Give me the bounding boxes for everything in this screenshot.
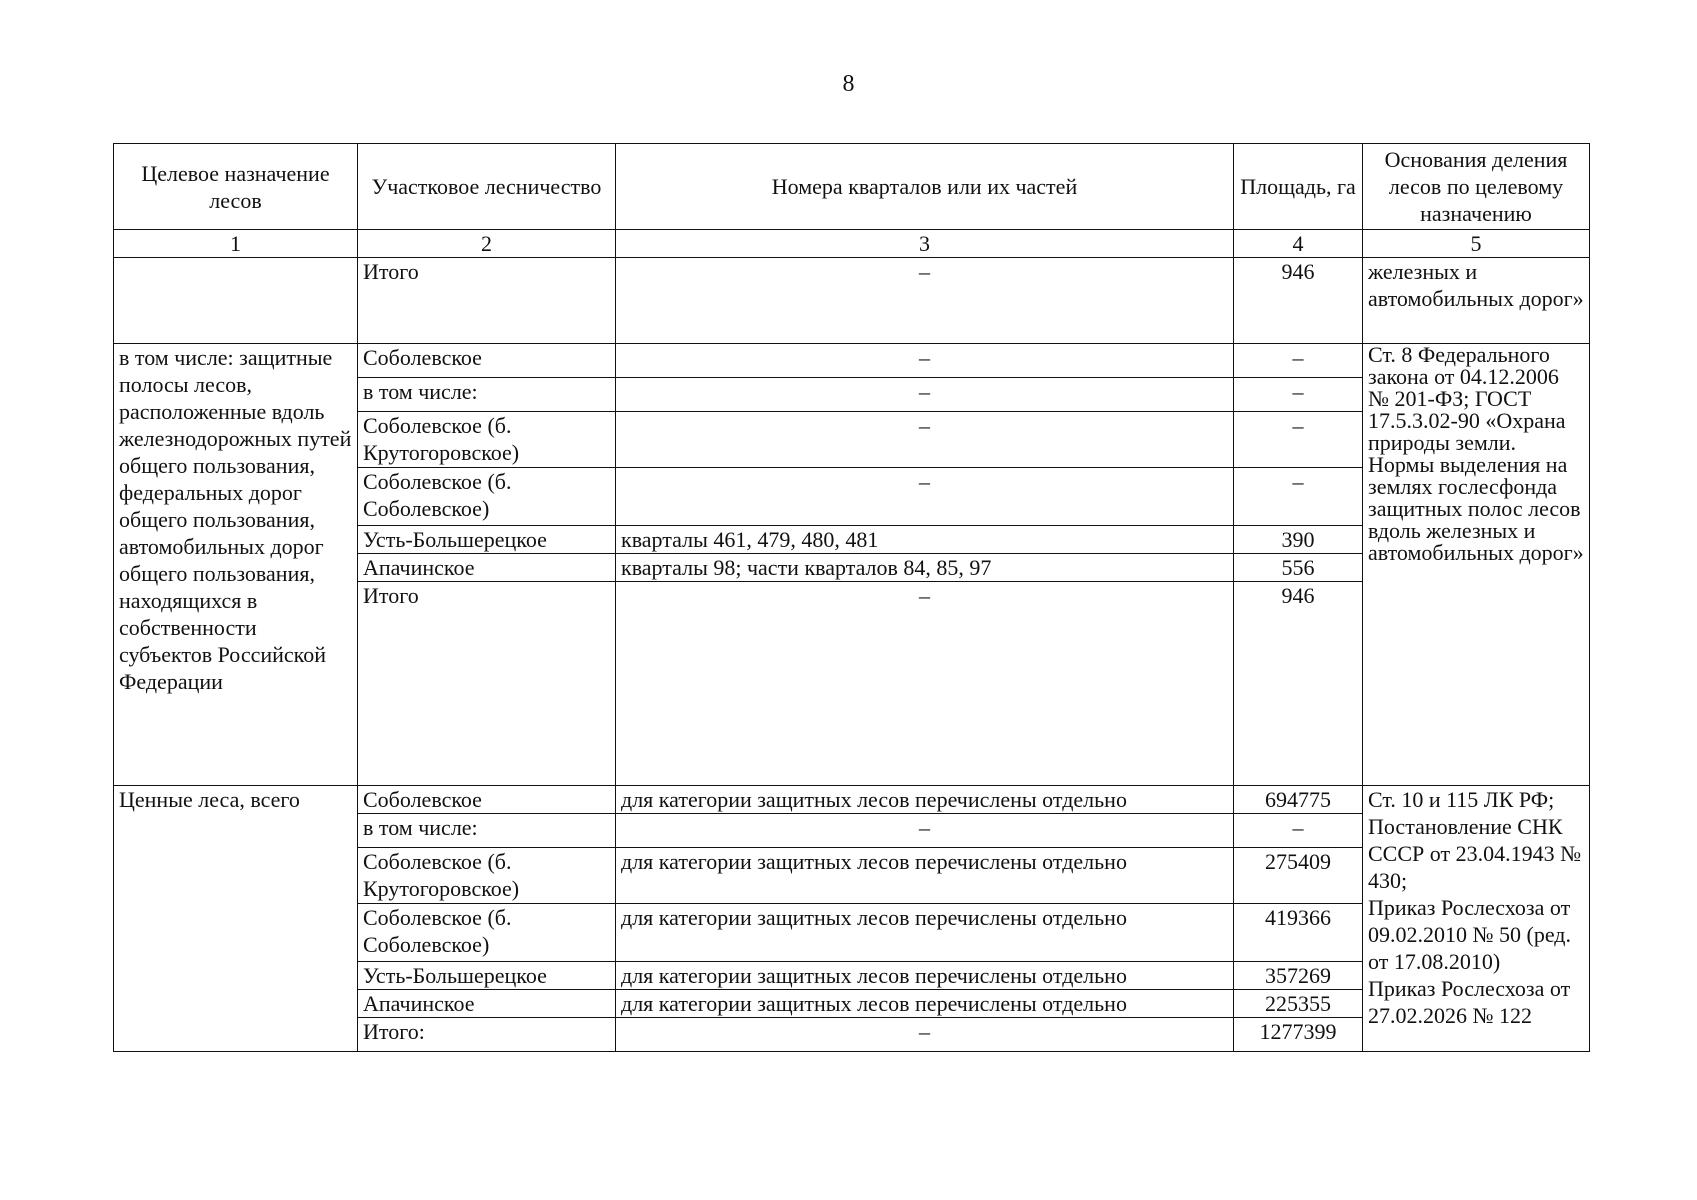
- area-cell: 225355: [1234, 990, 1363, 1018]
- area-cell: –: [1234, 814, 1363, 848]
- column-number: 1: [114, 230, 358, 258]
- quarters-cell: –: [616, 344, 1234, 378]
- basis-cell: [1363, 786, 1590, 1052]
- purpose-cell: Ценные леса, всего: [114, 786, 358, 1052]
- basis-line: Ст. 10 и 115 ЛК РФ;: [1368, 787, 1555, 812]
- forestry-cell: Итого:: [358, 1018, 616, 1052]
- area-cell: –: [1234, 468, 1363, 526]
- header-forestry: Участковое лесничество: [358, 144, 616, 230]
- quarters-cell: –: [616, 468, 1234, 526]
- quarters-cell: для категории защитных лесов перечислены отдельно: [616, 848, 1234, 904]
- column-number: 4: [1234, 230, 1363, 258]
- forestry-cell: Соболевское (б. Соболевское): [358, 904, 616, 962]
- quarters-cell: для категории защитных лесов перечислены отдельно: [616, 786, 1234, 814]
- area-cell: 946: [1234, 582, 1363, 786]
- quarters-cell: для категории защитных лесов перечислены отдельно: [616, 904, 1234, 962]
- area-cell: –: [1234, 412, 1363, 468]
- forestry-cell: в том числе:: [358, 814, 616, 848]
- quarters-cell: –: [616, 582, 1234, 786]
- column-number: 5: [1363, 230, 1590, 258]
- quarters-cell: –: [616, 412, 1234, 468]
- table-row: [114, 258, 1590, 344]
- page-number: 8: [842, 71, 855, 97]
- area-cell: 357269: [1234, 962, 1363, 990]
- area-cell: 556: [1234, 554, 1363, 582]
- forest-purpose-table: [113, 143, 1590, 1052]
- basis-line: Постановление СНК СССР от 23.04.1943 № 430;: [1368, 814, 1582, 893]
- forestry-cell: Соболевское (б. Соболевское): [358, 468, 616, 526]
- column-number: 3: [616, 230, 1234, 258]
- purpose-cell: [114, 258, 358, 344]
- forestry-cell: Апачинское: [358, 554, 616, 582]
- forestry-cell: Соболевское: [358, 344, 616, 378]
- quarters-cell: кварталы 98; части кварталов 84, 85, 97: [616, 554, 1234, 582]
- basis-line: Приказ Рослесхоза от 09.02.2010 № 50 (ред. от 17.08.2010): [1368, 895, 1571, 974]
- forestry-cell: Усть-Большерецкое: [358, 962, 616, 990]
- area-cell: 1277399: [1234, 1018, 1363, 1052]
- header-purpose: Целевое назначение лесов: [114, 144, 358, 230]
- basis-line: Приказ Рослесхоза от 27.02.2026 № 122: [1368, 976, 1571, 1028]
- column-number: 2: [358, 230, 616, 258]
- forestry-cell: Итого: [358, 258, 616, 344]
- column-number-row: [114, 230, 1590, 258]
- quarters-cell: –: [616, 814, 1234, 848]
- table-row: [114, 344, 1590, 378]
- forestry-cell: Соболевское: [358, 786, 616, 814]
- quarters-cell: –: [616, 378, 1234, 412]
- area-cell: –: [1234, 344, 1363, 378]
- purpose-cell: в том числе: защитные полосы лесов, расположенные вдоль железнодорожных путей общего пользования, федеральных дорог общего пользования, автомобильных дорог общего пользования, находящихся в собственности субъектов Российской Федерации: [114, 344, 358, 786]
- area-cell: 694775: [1234, 786, 1363, 814]
- basis-cell: Ст. 8 Федерального закона от 04.12.2006 № 201-ФЗ; ГОСТ 17.5.3.02-90 «Охрана природы земли. Нормы выделения на землях гослесфонда защитных полос лесов вдоль железных и автомобильных дорог»: [1363, 344, 1590, 786]
- quarters-cell: –: [616, 1018, 1234, 1052]
- basis-cell: железных и автомобильных дорог»: [1363, 258, 1590, 344]
- area-cell: 419366: [1234, 904, 1363, 962]
- forestry-cell: Усть-Большерецкое: [358, 526, 616, 554]
- header-area: Площадь, га: [1234, 144, 1363, 230]
- header-quarters: Номера кварталов или их частей: [616, 144, 1234, 230]
- table-row: [114, 786, 1590, 814]
- forestry-cell: Итого: [358, 582, 616, 786]
- area-cell: 390: [1234, 526, 1363, 554]
- area-cell: 946: [1234, 258, 1363, 344]
- forestry-cell: Соболевское (б. Крутогоровское): [358, 848, 616, 904]
- quarters-cell: –: [616, 258, 1234, 344]
- header-basis: Основания деления лесов по целевому назначению: [1363, 144, 1590, 230]
- area-cell: –: [1234, 378, 1363, 412]
- forestry-cell: Апачинское: [358, 990, 616, 1018]
- quarters-cell: для категории защитных лесов перечислены отдельно: [616, 990, 1234, 1018]
- forestry-cell: в том числе:: [358, 378, 616, 412]
- quarters-cell: кварталы 461, 479, 480, 481: [616, 526, 1234, 554]
- quarters-cell: для категории защитных лесов перечислены отдельно: [616, 962, 1234, 990]
- forestry-cell: Соболевское (б. Крутогоровское): [358, 412, 616, 468]
- area-cell: 275409: [1234, 848, 1363, 904]
- header-row: [114, 144, 1590, 230]
